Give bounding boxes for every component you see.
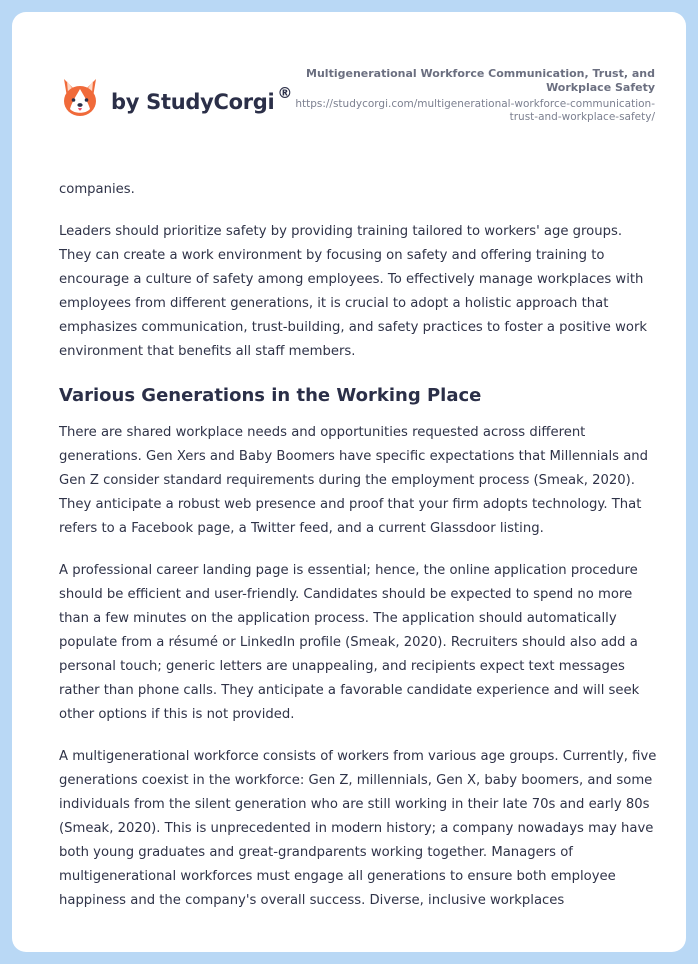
studycorgi-logo[interactable] [60, 76, 292, 120]
page-header [12, 12, 686, 162]
essay-body [59, 178, 657, 931]
section-heading-generations: Various Generations in the Working Place [59, 385, 482, 406]
paragraph-multigenerational: A multigenerational workforce consists of workers from various age groups. Currently, five generations coexist in the workforce: Gen Z, millennials, Gen X, baby boomers, and some individuals from the silent generation who are still working in their late 70s and early 80s (Smeak, 2020). This is unprecedented in modern history; a company nowadays may have both young graduates and great-grandparents working together. Managers of multigenerational workforces must engage all generations to ensure both employee happiness and the company's overall success. Diverse, inclusive workplaces [59, 749, 657, 908]
registered-mark: ® [277, 83, 293, 102]
document-title: Multigenerational Workforce Communication, Trust, and Workplace Safety [306, 67, 655, 94]
paragraph-career-page: A professional career landing page is essential; hence, the online application procedure should be efficient and user-friendly. Candidates should be expected to spend no more than a few minutes on the application process. The application should automatically populate from a résumé or LinkedIn profile (Smeak, 2020). Recruiters should also add a personal touch; generic letters are unappealing, and recipients expect text messages rather than phone calls. They anticipate a favorable candidate experience and will seek other options if this is not provided. [59, 563, 640, 722]
paragraph-leaders: Leaders should prioritize safety by providing training tailored to workers' age groups. They can create a work environment by focusing on safety and offering training to encourage a culture of safety among employees. To effectively manage workplaces with employees from different generations, it is crucial to adopt a holistic approach that emphasizes communication, trust-building, and safety practices to foster a positive work environment that benefits all staff members. [59, 224, 648, 359]
document-meta [295, 67, 655, 124]
paragraph-intro-tail: companies. [59, 182, 135, 197]
document-url-link[interactable]: https://studycorgi.com/multigenerational-workforce-communication-trust-and-workplace-safety/ [295, 98, 655, 123]
corgi-head-icon [60, 76, 100, 120]
document-page [12, 12, 686, 952]
brand-name: by StudyCorgi ® [111, 83, 293, 114]
paragraph-shared-needs: There are shared workplace needs and opportunities requested across different generations. Gen Xers and Baby Boomers have specific expectations that Millennials and Gen Z consider standard requirements during the employment process (Smeak, 2020). They anticipate a robust web presence and proof that your firm adopts technology. That refers to a Facebook page, a Twitter feed, and a current Glassdoor listing. [59, 425, 649, 536]
